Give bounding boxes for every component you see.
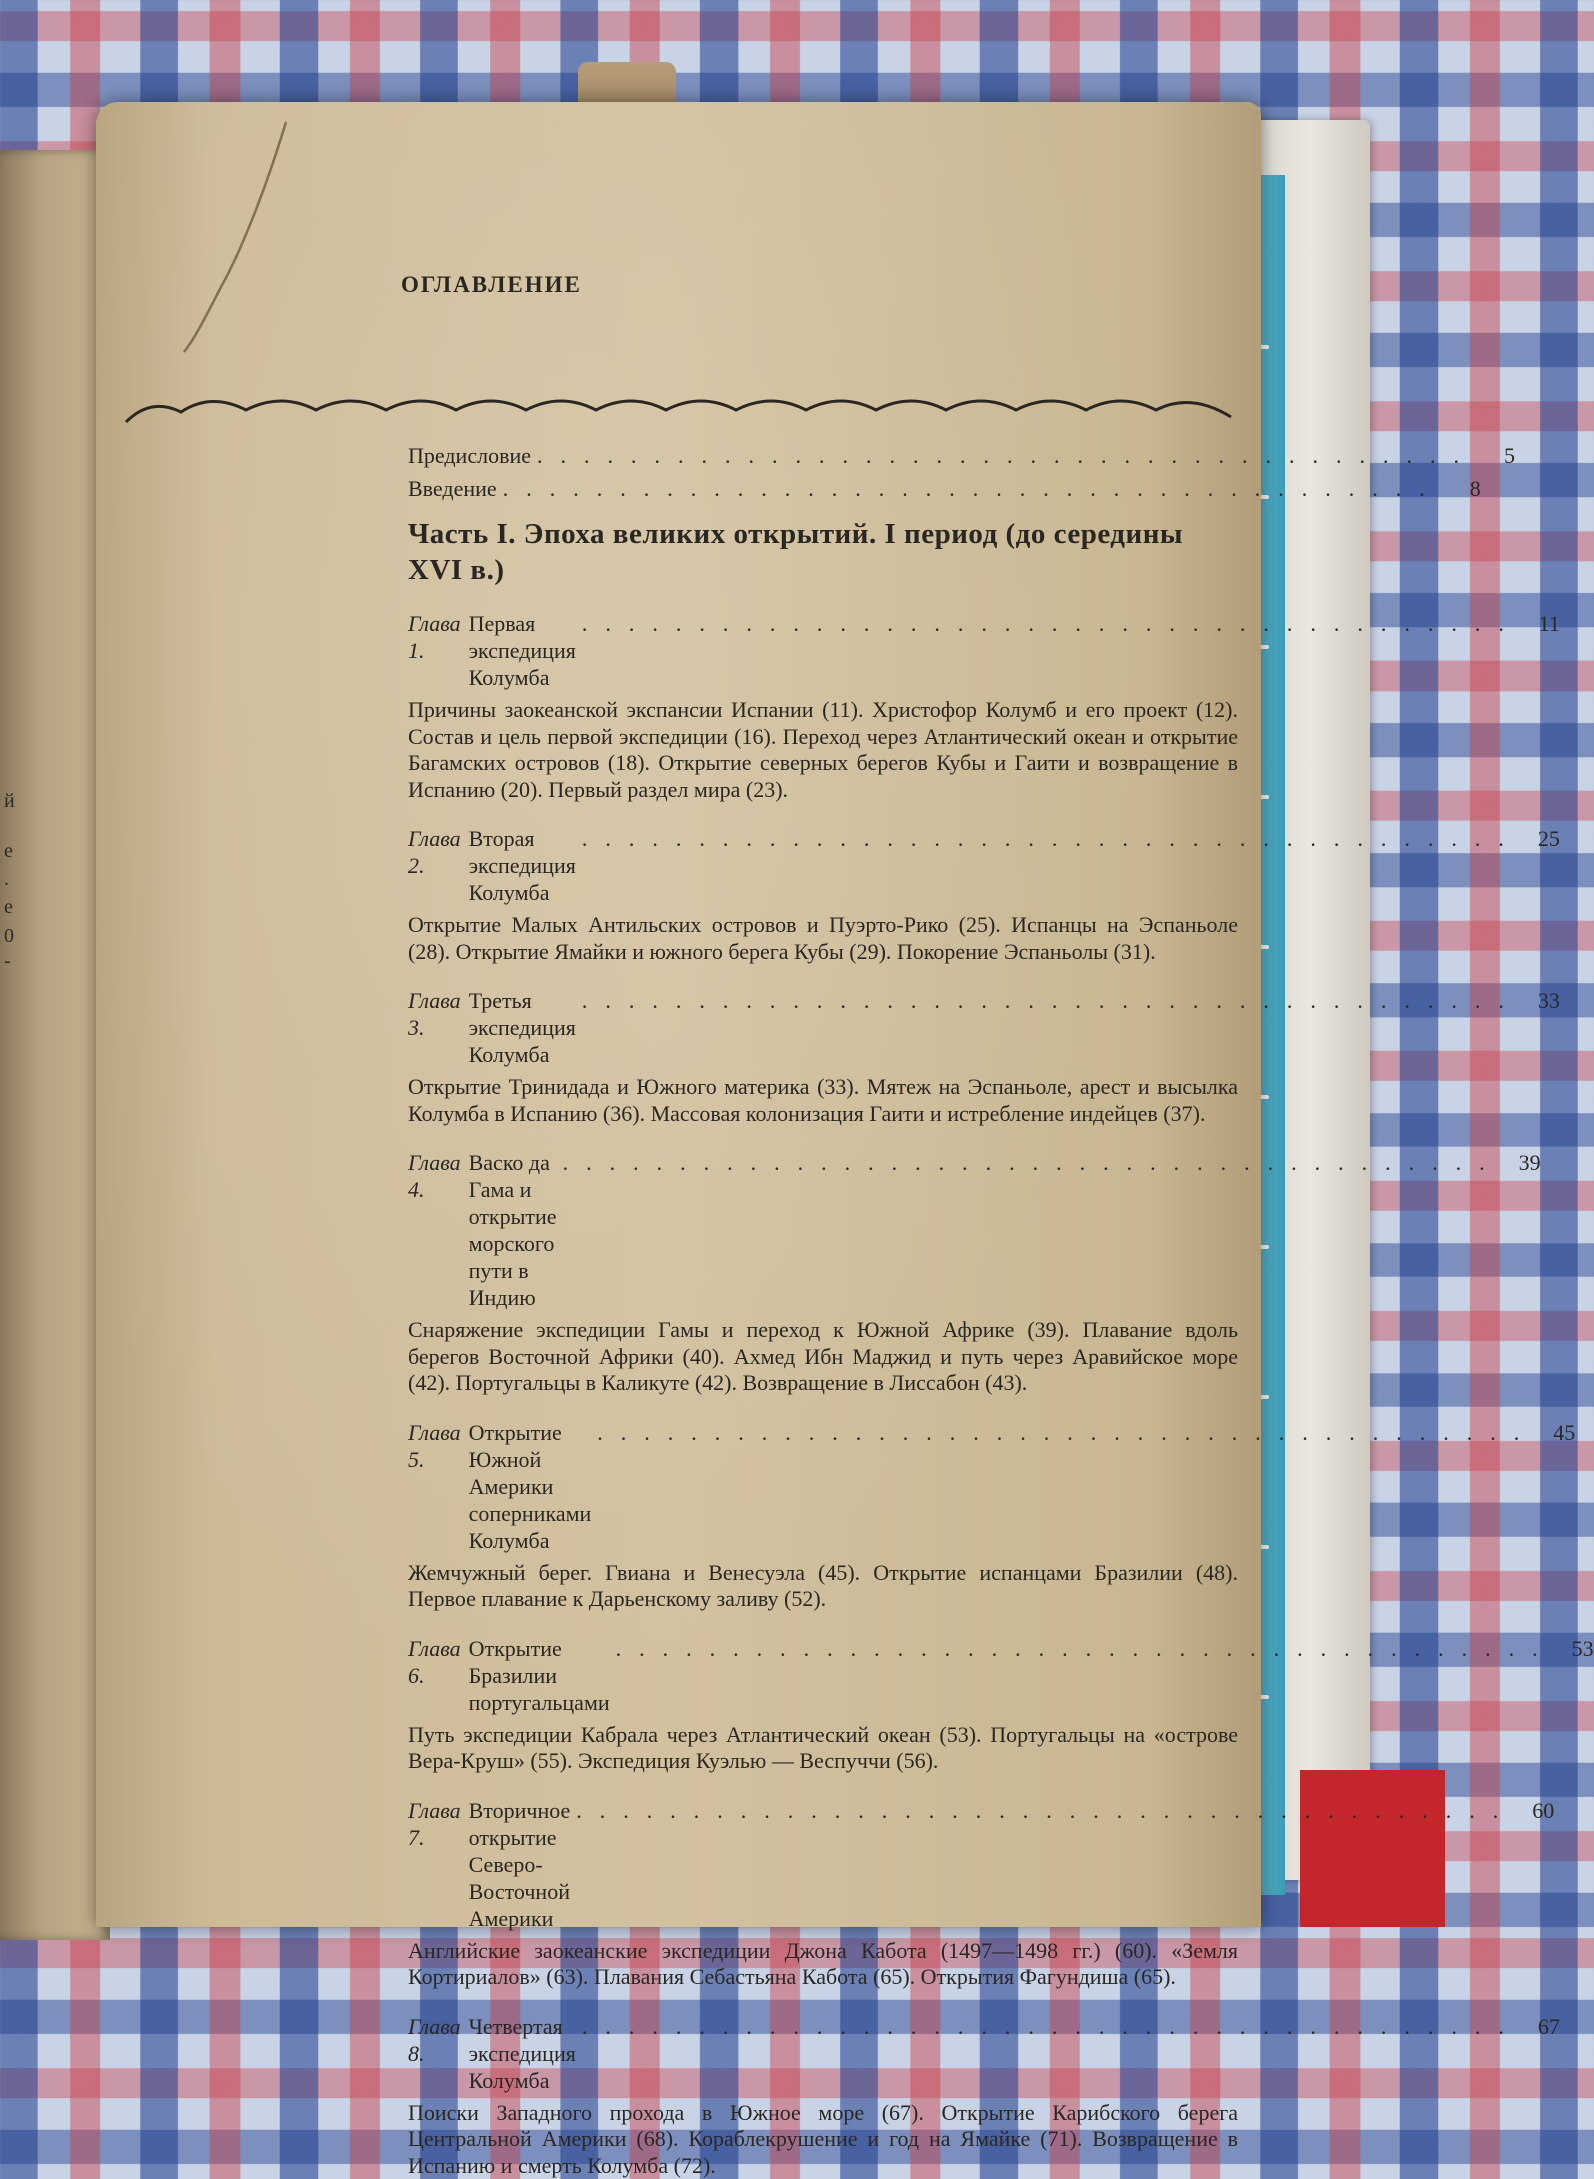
left-page-fragment: е: [4, 896, 13, 919]
chapter-description: Открытие Малых Антильских островов и Пуэрто-Рико (25). Испанцы на Эспаньоле (28). Открытие Ямайки и южного берега Кубы (29). Покорение Эспаньолы (31).: [408, 912, 1238, 965]
chapter-number: Глава 8.: [408, 2013, 461, 2067]
chapter-entry[interactable]: [408, 2013, 1238, 2179]
chapter-title: Открытие Южной Америки соперниками Колумба: [469, 1419, 592, 1554]
leader-dots: ........................................: [582, 987, 1522, 1014]
toc-list: [408, 442, 1238, 2179]
chapter-title: Открытие Бразилии португальцами: [469, 1635, 610, 1716]
chapter-number: Глава 2.: [408, 825, 461, 879]
red-surface: [1300, 1770, 1445, 1927]
chapter-title: Васко да Гама и открытие морского пути в Индию: [469, 1149, 557, 1311]
chapter-description: Открытие Тринидада и Южного материка (33). Мятеж на Эспаньоле, арест и высылка Колумба в Испанию (36). Массовая колонизация Гаити и истребление индейцев (37).: [408, 1074, 1238, 1127]
toc-entry-introduction[interactable]: [408, 475, 1238, 502]
left-page-fragment: 0: [4, 925, 14, 948]
chapter-title: Третья экспедиция Колумба: [469, 987, 576, 1068]
left-page-fragment: -: [4, 950, 11, 973]
toc-entry-preface[interactable]: [408, 442, 1238, 469]
chapter-number: Глава 6.: [408, 1635, 461, 1689]
leader-dots: ........................................: [582, 2013, 1522, 2040]
toc-entry-label: Введение: [408, 475, 497, 502]
toc-title: ОГЛАВЛЕНИЕ: [401, 272, 582, 298]
chapter-page: 53: [1562, 1635, 1594, 1662]
chapter-entry[interactable]: [408, 987, 1238, 1127]
chapter-page: 11: [1528, 610, 1560, 637]
leader-dots: ........................................: [597, 1419, 1537, 1446]
book-page: [96, 102, 1261, 1927]
page-crease: [96, 102, 416, 402]
chapter-page: 45: [1543, 1419, 1575, 1446]
chapter-entry[interactable]: [408, 1797, 1238, 1991]
left-page-edge: [0, 150, 110, 1940]
toc-entry-page: 5: [1483, 442, 1515, 469]
chapter-entry[interactable]: [408, 825, 1238, 965]
leader-dots: ........................................: [582, 610, 1522, 637]
leader-dots: ........................................: [582, 825, 1522, 852]
chapter-description: Причины заокеанской экспансии Испании (11). Христофор Колумб и его проект (12). Состав и цель первой экспедиции (16). Переход через Атлантический океан и открытие Багамских островов (18). Открытие северных берегов Кубы и Гаити и возвращение в Испанию (20). Первый раздел мира (23).: [408, 697, 1238, 803]
chapter-entry[interactable]: [408, 1149, 1238, 1397]
leader-dots: ........................................: [537, 442, 1477, 469]
leader-dots: ........................................: [616, 1635, 1556, 1662]
leader-dots: ........................................: [576, 1797, 1516, 1824]
chapter-page: 67: [1528, 2013, 1560, 2040]
toc-entry-label: Предисловие: [408, 442, 531, 469]
chapter-entry[interactable]: [408, 610, 1238, 803]
chapter-number: Глава 1.: [408, 610, 461, 664]
chapter-title: Четвертая экспедиция Колумба: [469, 2013, 576, 2094]
leader-dots: ........................................: [563, 1149, 1503, 1176]
part-heading: Часть I. Эпоха великих открытий. I период (до середины XVI в.): [408, 516, 1238, 588]
chapter-number: Глава 7.: [408, 1797, 461, 1851]
chapter-number: Глава 4.: [408, 1149, 461, 1203]
chapter-description: Снаряжение экспедиции Гамы и переход к Южной Африке (39). Плавание вдоль берегов Восточной Африки (40). Ахмед Ибн Маджид и путь через Аравийское море (42). Португальцы в Каликуте (42). Возвращение в Лиссабон (43).: [408, 1317, 1238, 1397]
chapter-page: 39: [1509, 1149, 1541, 1176]
chapter-title: Вторая экспедиция Колумба: [469, 825, 576, 906]
left-page-fragment: .: [4, 868, 9, 891]
chapter-entry[interactable]: [408, 1635, 1238, 1775]
chapter-number: Глава 3.: [408, 987, 461, 1041]
chapter-number: Глава 5.: [408, 1419, 461, 1473]
left-page-fragment: й: [4, 790, 15, 813]
chapter-page: 33: [1528, 987, 1560, 1014]
left-page-fragment: е: [4, 840, 13, 863]
toc-entry-page: 8: [1449, 475, 1481, 502]
leader-dots: ........................................: [503, 475, 1443, 502]
chapter-description: Английские заокеанские экспедиции Джона Кабота (1497—1498 гг.) (60). «Земля Кортириалов» (63). Плавания Себастьяна Кабота (65). Открытия Фагундиша (65).: [408, 1938, 1238, 1991]
chapter-description: Поиски Западного прохода в Южное море (67). Открытие Карибского берега Центральной Америки (68). Кораблекрушение и год на Ямайке (71). Возвращение в Испанию и смерть Колумба (72).: [408, 2100, 1238, 2179]
wave-divider: [126, 382, 1236, 442]
chapter-entry[interactable]: [408, 1419, 1238, 1613]
chapter-title: Вторичное открытие Северо-Восточной Америки: [469, 1797, 571, 1932]
chapter-description: Путь экспедиции Кабрала через Атлантический океан (53). Португальцы на «острове Вера-Круш» (55). Экспедиция Куэлью — Веспуччи (56).: [408, 1722, 1238, 1775]
chapter-page: 60: [1522, 1797, 1554, 1824]
chapter-title: Первая экспедиция Колумба: [469, 610, 576, 691]
chapter-description: Жемчужный берег. Гвиана и Венесуэла (45). Открытие испанцами Бразилии (48). Первое плавание к Дарьенскому заливу (52).: [408, 1560, 1238, 1613]
chapter-page: 25: [1528, 825, 1560, 852]
